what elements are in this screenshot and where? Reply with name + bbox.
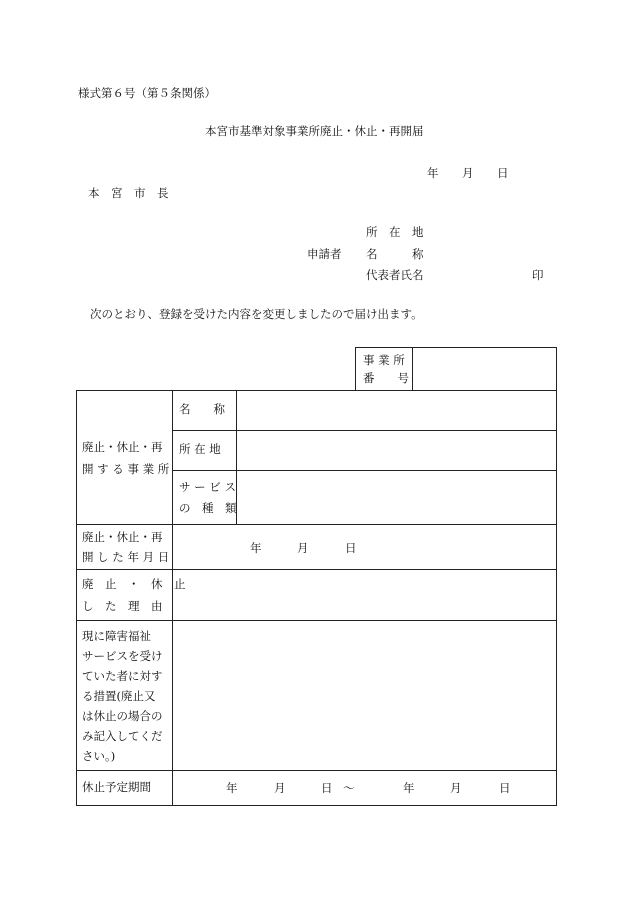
office-number-label-2: 番 号 [363, 371, 409, 385]
applicant-name-label: 名 称 [366, 247, 424, 261]
facility-name-field[interactable] [237, 391, 556, 430]
reason-label-1: 廃 止 ・ 休 止 [82, 577, 186, 591]
facility-name-label: 名 称 [179, 402, 225, 416]
document-title: 本宮市基準対象事業所廃止・休止・再開届 [205, 124, 424, 138]
suspension-period-label: 休止予定期間 [82, 780, 151, 794]
notice-text: 次のとおり、登録を受けた内容を変更しましたので届け出ます。 [90, 307, 423, 321]
reason-label-2: し た 理 由 [82, 599, 163, 613]
change-date-label-1: 廃止・休止・再 [82, 530, 163, 544]
period-start-day: 日 [321, 781, 333, 795]
measures-label-line: み記入してくだ [82, 729, 163, 743]
change-date-month: 月 [297, 541, 309, 555]
service-type-field[interactable] [237, 471, 556, 524]
facility-address-label: 所 在 地 [179, 442, 221, 456]
seal-mark: 印 [532, 268, 544, 282]
facility-label-1: 廃止・休止・再 [82, 440, 163, 454]
facility-label-2: 開 す る 事 業 所 [82, 462, 170, 476]
service-type-label-2: の 種 類 [179, 501, 237, 515]
period-end-year: 年 [403, 781, 415, 795]
form-number: 様式第６号（第５条関係） [78, 86, 216, 100]
applicant-label: 申請者 [307, 247, 342, 261]
suspension-period-field[interactable] [173, 771, 556, 805]
period-end-month: 月 [450, 781, 462, 795]
service-type-label-1: サ ー ビ ス [179, 480, 236, 494]
day-label: 日 [497, 166, 509, 180]
change-date-label-2: 開 し た 年 月 日 [82, 550, 170, 564]
measures-label-line: は休止の場合の [82, 709, 163, 723]
applicant-address-label: 所 在 地 [366, 225, 424, 239]
change-date-field[interactable] [173, 525, 556, 569]
office-number-label-1: 事 業 所 [363, 353, 405, 367]
addressee: 本 宮 市 長 [88, 186, 169, 200]
measures-label-line: る措置(廃止又 [82, 689, 156, 703]
measures-field[interactable] [173, 621, 556, 770]
period-start-month: 月 [274, 781, 286, 795]
measures-label-line: サービスを受け [82, 649, 163, 663]
measures-label-line: さい。) [82, 749, 116, 763]
change-date-day: 日 [345, 541, 357, 555]
facility-address-field[interactable] [237, 431, 556, 470]
reason-field[interactable] [173, 570, 556, 620]
period-start-year: 年 [226, 781, 238, 795]
representative-label: 代表者氏名 [366, 268, 424, 282]
period-tilde: 〜 [343, 781, 355, 795]
year-label: 年 [427, 166, 439, 180]
change-date-year: 年 [250, 541, 262, 555]
month-label: 月 [462, 166, 474, 180]
period-end-day: 日 [499, 781, 511, 795]
measures-label-line: ていた者に対す [82, 669, 163, 683]
measures-label-line: 現に障害福祉 [82, 629, 151, 643]
office-number-field[interactable] [413, 348, 556, 389]
